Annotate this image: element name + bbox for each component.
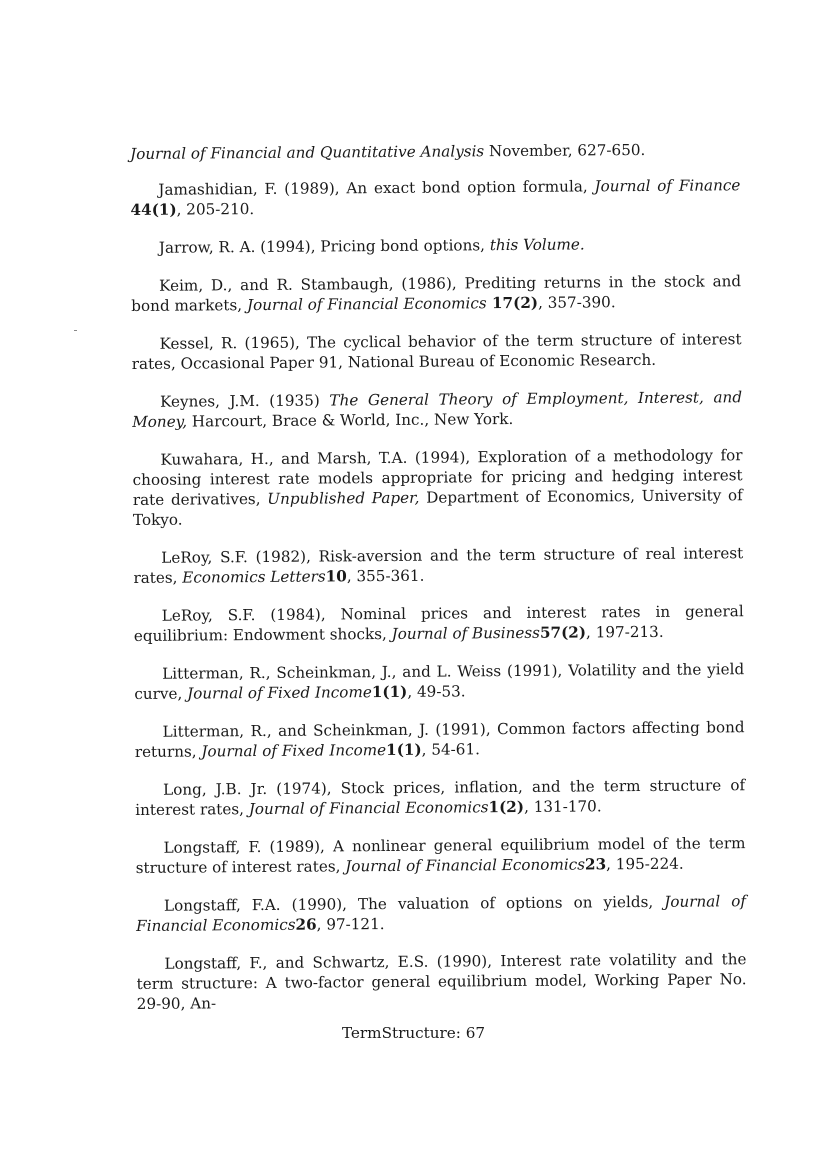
reference-entry — [131, 329, 741, 374]
reference-authors: Kuwahara, H., and Marsh, T.A. (1994), Exploration of a methodology for choosing interest rate models appropriate for pricing and hedging interest rate derivatives, — [132, 446, 743, 509]
journal-volume: 57(2) — [539, 623, 587, 642]
reference-authors: Jarrow, R. A. (1994), Pricing bond options, — [158, 236, 490, 257]
reference-entry — [135, 775, 745, 820]
journal-volume: 1(1) — [386, 740, 422, 760]
page-footer — [0, 1024, 827, 1042]
reference-entry — [132, 445, 743, 530]
reference-authors: Kessel, R. (1965), The cyclical behavior of the term structure of interest rates, Occasional Paper 91, National Bureau of Economic Research. — [131, 330, 742, 373]
journal-title: Journal of Financial Economics — [345, 855, 586, 876]
journal-title: Journal of Business — [391, 623, 541, 643]
reference-authors: Long, J.B. Jr. (1974), Stock prices, inflation, and the term structure of interest rates, — [135, 776, 746, 819]
journal-volume: 1(1) — [371, 682, 408, 702]
reference-authors: LeRoy, S.F. (1984), Nominal prices and interest rates in general equilibrium: Endowment shocks, — [133, 602, 744, 645]
journal-title: Journal of Financial Economics — [246, 294, 487, 315]
reference-entry — [136, 949, 746, 1014]
reference-authors: Litterman, R., and Scheinkman, J. (1991), Common factors affecting bond returns, — [134, 718, 745, 761]
reference-publisher: Harcourt, Brace & World, Inc., New York. — [186, 409, 514, 431]
journal-volume: 23 — [584, 855, 607, 874]
reference-entry — [131, 271, 741, 316]
reference-pages: , 357-390. — [537, 293, 616, 312]
reference-entry — [135, 717, 745, 762]
journal-title: Journal of Fixed Income — [187, 683, 372, 703]
reference-authors: LeRoy, S.F. (1982), Risk-aversion and the term structure of real interest rates, — [133, 544, 744, 587]
journal-title: Economics Letters — [182, 567, 326, 587]
journal-title: Journal of Financial Economics — [136, 892, 747, 935]
publication-type: Unpublished Paper, — [267, 488, 420, 508]
reference-authors: Longstaff, F.A. (1990), The valuation of options on yields, — [163, 892, 665, 915]
reference-pages: , 355-361. — [346, 566, 425, 586]
journal-title: this Volume. — [489, 235, 585, 255]
reference-institution: Department of Economics, University of Tokyo. — [132, 486, 743, 529]
journal-title: Journal of Financial Economics — [248, 798, 489, 819]
reference-authors: Jamashidian, F. (1989), An exact bond option formula, — [158, 177, 595, 199]
reference-pages: , 197-213. — [585, 622, 664, 642]
reference-pages: , 205-210. — [176, 200, 255, 219]
reference-list — [130, 139, 747, 1032]
book-title: The General Theory of Employment, Interest, and Money, — [132, 388, 743, 431]
reference-pages: , 49-53. — [407, 682, 466, 701]
reference-authors: Longstaff, F. (1989), A nonlinear general equilibrium model of the term structure of interest rates, — [135, 834, 746, 877]
journal-title: Journal of Finance — [594, 176, 741, 196]
page-number-label: TermStructure: 67 — [341, 1024, 486, 1042]
reference-pages: , 97-121. — [316, 915, 385, 934]
reference-pages: , 131-170. — [523, 797, 602, 816]
reference-tail: November, 627-650. — [484, 140, 646, 161]
journal-title: Journal of Fixed Income — [201, 741, 387, 761]
journal-title: Journal of Financial and Quantitative Analysis — [130, 142, 485, 163]
reference-authors: Litterman, R., Scheinkman, J., and L. Weiss (1991), Volatility and the yield curve, — [134, 660, 745, 703]
reference-entry — [130, 175, 740, 220]
journal-volume: 10 — [325, 567, 347, 586]
reference-entry — [133, 543, 743, 588]
reference-entry — [131, 233, 741, 258]
journal-volume: 44(1) — [130, 200, 177, 219]
journal-volume: 1(2) — [488, 797, 525, 817]
reference-authors: Keynes, J.M. (1935) — [159, 391, 330, 411]
reference-entry — [132, 387, 742, 432]
reference-entry — [135, 833, 745, 878]
reference-authors: Longstaff, F., and Schwartz, E.S. (1990), Interest rate volatility and the term structure: A two-factor general equilibrium model, Working Paper No. 29-90, An- — [136, 950, 747, 1013]
scan-speck — [74, 330, 77, 331]
reference-entry — [134, 659, 744, 704]
reference-entry — [136, 891, 746, 936]
journal-volume: 17(2) — [486, 293, 539, 313]
reference-authors: Keim, D., and R. Stambaugh, (1986), Prediting returns in the stock and bond markets, — [131, 272, 742, 315]
reference-pages: , 54-61. — [421, 740, 480, 759]
journal-volume: 26 — [295, 915, 317, 934]
reference-entry — [134, 601, 744, 646]
continued-reference-line — [130, 139, 740, 164]
reference-pages: , 195-224. — [606, 854, 684, 874]
